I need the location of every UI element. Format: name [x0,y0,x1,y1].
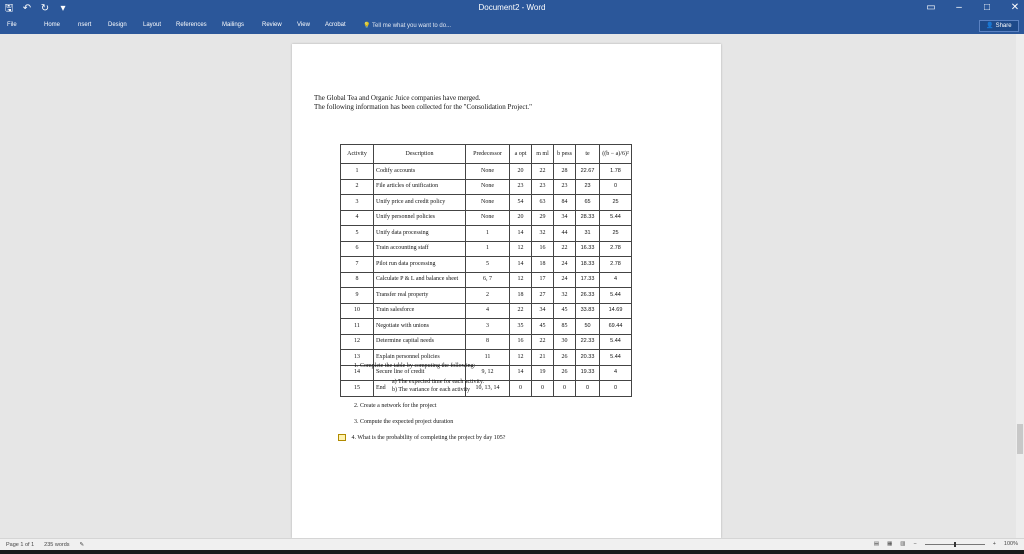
minimize-icon[interactable]: – [956,2,962,13]
tab-layout[interactable]: Layout [143,22,162,28]
cell-a-opt: 12 [510,241,532,257]
cell-activity: 10 [341,303,374,319]
cell-variance: 5.44 [600,210,632,226]
cell-a-opt: 16 [510,334,532,350]
cell-a-opt: 14 [510,365,532,381]
cell-a-opt: 35 [510,319,532,335]
cell-activity: 12 [341,334,374,350]
person-icon: 👤 [986,23,994,29]
cell-te: 0 [576,381,600,397]
tab-mailings[interactable]: Mailings [222,22,245,28]
question-4-line [338,434,505,442]
cell-predecessor: 4 [466,303,510,319]
intro-line-2: The following information has been collected for the "Consolidation Project." [314,103,532,111]
cell-variance: 0 [600,381,632,397]
cell-activity: 9 [341,288,374,304]
status-bar [0,538,1024,550]
cell-a-opt: 20 [510,164,532,180]
cell-activity: 15 [341,381,374,397]
cell-variance: 2.78 [600,241,632,257]
cell-variance: 4 [600,272,632,288]
cell-m-ml: 45 [532,319,554,335]
cell-description: Explain personnel policies [374,350,466,366]
cell-m-ml: 19 [532,365,554,381]
cell-variance: 14.69 [600,303,632,319]
window-controls [926,1,1020,15]
table-header-row [341,145,632,164]
table-row [341,272,632,288]
cell-b-pess: 23 [554,179,576,195]
cell-b-pess: 34 [554,210,576,226]
cell-activity: 3 [341,195,374,211]
cell-predecessor: 6, 7 [466,272,510,288]
question-2: 2. Create a network for the project [354,403,437,409]
cell-m-ml: 21 [532,350,554,366]
intro-line-1: The Global Tea and Organic Juice companies have merged. [314,94,481,102]
question-3: 3. Compute the expected project duration [354,419,454,425]
cell-b-pess: 26 [554,365,576,381]
cell-b-pess: 28 [554,164,576,180]
cell-description: Determine capital needs [374,334,466,350]
cell-variance: 69.44 [600,319,632,335]
cell-variance: 5.44 [600,288,632,304]
header-a-opt: a opt [510,145,532,164]
cell-b-pess: 30 [554,334,576,350]
cell-variance: 25 [600,226,632,242]
cell-variance: 25 [600,195,632,211]
cell-m-ml: 17 [532,272,554,288]
cell-predecessor: None [466,195,510,211]
cell-variance: 1.78 [600,164,632,180]
cell-a-opt: 54 [510,195,532,211]
ribbon-display-options-icon[interactable]: ▭ [926,2,936,13]
cell-predecessor: 11 [466,350,510,366]
cell-te: 26.33 [576,288,600,304]
table-row [341,257,632,273]
table-row [341,288,632,304]
cell-a-opt: 23 [510,179,532,195]
cell-b-pess: 84 [554,195,576,211]
document-title: Document2 - Word [478,3,546,12]
cell-predecessor: 9, 12 [466,365,510,381]
table-row [341,210,632,226]
cell-b-pess: 26 [554,350,576,366]
cell-activity: 13 [341,350,374,366]
scrollbar-thumb[interactable] [1017,424,1023,454]
cell-b-pess: 22 [554,241,576,257]
zoom-out-icon[interactable]: − [913,541,917,547]
header-variance: ((b − a)/6)² [600,145,632,164]
cell-m-ml: 16 [532,241,554,257]
cell-a-opt: 22 [510,303,532,319]
table-row [341,164,632,180]
cell-description: Unify price and credit policy [374,195,466,211]
cell-a-opt: 14 [510,257,532,273]
cell-m-ml: 23 [532,179,554,195]
cell-description: Negotiate with unions [374,319,466,335]
header-predecessor: Predecessor [466,145,510,164]
table-row [341,303,632,319]
cell-description: Pilot run data processing [374,257,466,273]
cell-activity: 7 [341,257,374,273]
lightbulb-icon: 💡 [363,23,371,29]
header-m-ml: m ml [532,145,554,164]
cell-predecessor: 5 [466,257,510,273]
cell-m-ml: 29 [532,210,554,226]
question-1b: b) The variance for each activity [392,387,471,393]
question-1a: a) The expected time for each activity. [392,379,484,385]
cell-description: Transfer real property [374,288,466,304]
title-bar [0,0,1024,18]
cell-activity: 8 [341,272,374,288]
cell-te: 17.33 [576,272,600,288]
cell-description: Unify personnel policies [374,210,466,226]
cell-a-opt: 12 [510,272,532,288]
cell-variance: 5.44 [600,334,632,350]
cell-b-pess: 45 [554,303,576,319]
redo-icon[interactable]: ↻ [40,3,50,14]
tab-references[interactable]: References [176,22,207,28]
cell-description: End [374,381,466,397]
share-button[interactable] [979,20,1019,32]
maximize-icon[interactable]: □ [983,2,991,13]
cell-a-opt: 20 [510,210,532,226]
cell-predecessor: 10, 13, 14 [466,381,510,397]
cell-description: Train salesforce [374,303,466,319]
cell-m-ml: 22 [532,334,554,350]
cell-te: 28.33 [576,210,600,226]
tell-me-label: Tell me what you want to do... [372,23,452,29]
cell-b-pess: 32 [554,288,576,304]
question-1: 1. Complete the table by computing the following: [354,363,476,369]
cell-te: 20.33 [576,350,600,366]
tell-me-search[interactable] [363,22,451,29]
table-row [341,319,632,335]
cell-variance: 0 [600,179,632,195]
document-page[interactable] [292,44,721,538]
cell-m-ml: 27 [532,288,554,304]
tab-insert[interactable]: nsert [78,22,92,28]
cell-variance: 2.78 [600,257,632,273]
cell-activity: 4 [341,210,374,226]
table-row [341,195,632,211]
cell-predecessor: 8 [466,334,510,350]
zoom-in-icon[interactable]: + [992,541,996,547]
cell-predecessor: 1 [466,241,510,257]
cell-predecessor: 2 [466,288,510,304]
cell-b-pess: 44 [554,226,576,242]
cell-b-pess: 24 [554,257,576,273]
cell-a-opt: 14 [510,226,532,242]
header-activity: Activity [341,145,374,164]
cell-activity: 5 [341,226,374,242]
tab-review[interactable]: Review [262,22,282,28]
cell-te: 65 [576,195,600,211]
read-mode-icon[interactable]: ▤ [873,541,880,547]
cell-m-ml: 34 [532,303,554,319]
cell-description: Unify data processing [374,226,466,242]
cell-te: 18.33 [576,257,600,273]
table-row [341,241,632,257]
cell-te: 22.67 [576,164,600,180]
cell-activity: 2 [341,179,374,195]
cell-a-opt: 12 [510,350,532,366]
cell-variance: 4 [600,365,632,381]
document-canvas [0,34,1024,538]
cell-m-ml: 63 [532,195,554,211]
page-count[interactable]: Page 1 of 1 [6,542,35,548]
cell-te: 16.33 [576,241,600,257]
cell-b-pess: 0 [554,381,576,397]
zoom-slider[interactable] [925,544,985,545]
cell-predecessor: None [466,164,510,180]
table-row [341,179,632,195]
cell-variance: 5.44 [600,350,632,366]
activity-table [340,144,632,397]
share-label: Share [995,23,1012,29]
tab-design[interactable]: Design [108,22,127,28]
table-row [341,381,632,397]
close-icon[interactable]: ✕ [1010,2,1020,13]
tab-file[interactable]: File [7,22,17,28]
cell-m-ml: 18 [532,257,554,273]
cell-te: 22.33 [576,334,600,350]
cell-activity: 14 [341,365,374,381]
header-te: te [576,145,600,164]
cell-predecessor: None [466,179,510,195]
vertical-scrollbar[interactable] [1016,34,1024,538]
cell-description: File articles of unification [374,179,466,195]
cell-predecessor: None [466,210,510,226]
cell-te: 50 [576,319,600,335]
cell-activity: 11 [341,319,374,335]
header-description: Description [374,145,466,164]
cell-te: 31 [576,226,600,242]
tab-home[interactable]: Home [44,22,61,28]
undo-icon[interactable]: ↶ [22,3,32,14]
cell-predecessor: 3 [466,319,510,335]
cell-m-ml: 32 [532,226,554,242]
tab-view[interactable]: View [297,22,310,28]
tab-acrobat[interactable]: Acrobat [325,22,346,28]
cell-description: Train accounting staff [374,241,466,257]
web-layout-icon[interactable]: ▥ [900,541,906,547]
ribbon-tabs [0,18,1024,34]
word-count[interactable]: 235 words [44,542,70,548]
cell-predecessor: 1 [466,226,510,242]
cell-activity: 1 [341,164,374,180]
cell-te: 19.33 [576,365,600,381]
cell-te: 23 [576,179,600,195]
zoom-slider-knob[interactable] [954,542,956,547]
cell-b-pess: 24 [554,272,576,288]
customize-qat-icon[interactable]: ▾ [60,3,66,14]
cell-m-ml: 0 [532,381,554,397]
save-icon[interactable]: 🖫 [4,3,14,14]
print-layout-icon[interactable]: ▦ [887,541,893,547]
comment-icon[interactable] [338,434,346,441]
question-4: 4. What is the probability of completing the project by day 105? [351,435,506,441]
cell-m-ml: 22 [532,164,554,180]
table-row [341,226,632,242]
cell-te: 33.83 [576,303,600,319]
cell-description: Calculate P & L and balance sheet [374,272,466,288]
intro-text [314,94,532,112]
cell-b-pess: 85 [554,319,576,335]
cell-a-opt: 18 [510,288,532,304]
proofing-icon[interactable]: ✎ [79,542,85,548]
taskbar-strip [0,550,1024,554]
cell-description: Codify accounts [374,164,466,180]
zoom-level[interactable]: 100% [1003,541,1018,547]
table-row [341,334,632,350]
cell-description: Secure line of credit [374,365,466,381]
cell-activity: 6 [341,241,374,257]
cell-a-opt: 0 [510,381,532,397]
header-b-pess: b pess [554,145,576,164]
